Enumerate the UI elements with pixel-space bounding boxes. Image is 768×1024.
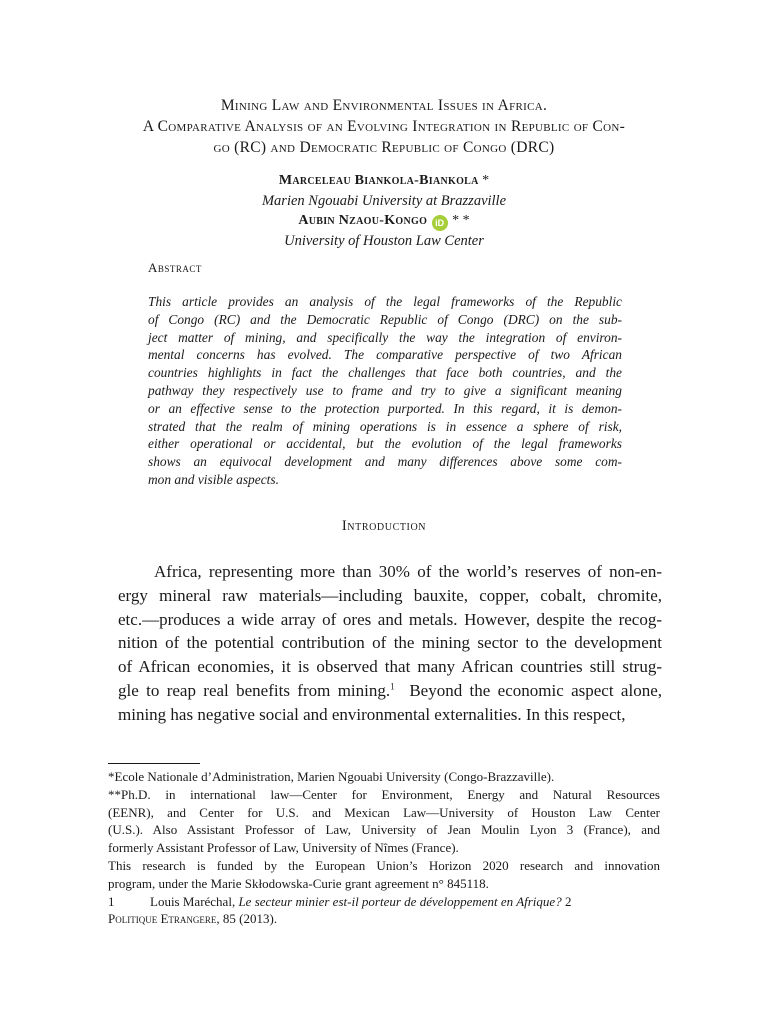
abstract-line: either operational or accidental, but the evolution of the legal frameworks [148,436,622,452]
footnote-1-cont [108,910,660,928]
footnote-1-journal: Politique Etrangere [108,911,217,927]
abstract-line: countries highlights in fact the challenges that face both countries, and the [148,365,622,381]
footnote-line: (U.S.). Also Assistant Professor of Law, University of Jean Moulin Lyon 3 (France), and [108,822,660,838]
footnote-line: formerly Assistant Professor of Law, University of Nîmes (France). [108,840,459,856]
footnote-1-number: 1 [108,893,115,909]
abstract-line: mental concerns has evolved. The comparative perspective of two African [148,347,622,363]
author-2-mark: * * [448,213,470,228]
author-1-name: Marceleau Biankola-Biankola [278,173,479,188]
abstract-line: pathway they respectively use to frame and try to give a significant meaning [148,382,622,398]
title-line-2: A Comparative Analysis of an Evolving Integration in Republic of Con- [142,118,626,135]
author-1-affiliation: Marien Ngouabi University at Brazzaville [261,193,507,209]
author-2-affiliation: University of Houston Law Center [284,233,484,249]
footnote-1-citation: , 85 (2013). [216,911,278,927]
author-1 [100,171,668,191]
author-1-mark: * [478,173,490,188]
intro-line: mining has negative social and environmental externalities. In this respect, [118,704,626,724]
abstract-line: ject matter of mining, and specifically the way the integration of environ- [148,329,622,345]
article-title [100,95,668,158]
intro-line: nition of the potential contribution of the mining sector to the development [118,633,662,653]
intro-line: ergy mineral raw materials—including bauxite, copper, cobalt, chromite, [118,585,662,605]
orcid-icon[interactable]: iD [432,215,448,231]
abstract-line: of Congo (RC) and the Democratic Republic of Congo (DRC) on the sub- [148,311,622,327]
intro-line: Africa, representing more than 30% of the world’s reserves of non-en- [154,562,662,581]
footnote-1 [108,893,660,911]
footnote-line: (EENR), and Center for U.S. and Mexican Law—University of Houston Law Center [108,804,660,820]
abstract-line: or an effective sense to the protection purported. In this regard, it is demon- [148,400,622,416]
intro-line: of African economies, it is observed that many African countries still strug- [118,657,662,677]
intro-line: etc.—produces a wide array of ores and metals. However, despite the recog- [118,609,662,629]
abstract-body [148,293,622,489]
author-block [100,171,668,251]
abstract-line: strated that the realm of mining operations is in essence a sphere of risk, [148,418,622,434]
footnotes [108,768,660,928]
footnote-line: program, under the Marie Skłodowska-Curie grant agreement n° 845118. [108,875,489,891]
title-line-3: go (RC) and Democratic Republic of Congo (DRC) [213,139,555,156]
introduction-heading: Introduction [341,518,427,534]
intro-line-tail: Beyond the economic aspect alone, [394,680,662,700]
footnote-line: This research is funded by the European Union’s Horizon 2020 research and innovation [108,857,660,873]
intro-line-text: gle to reap real benefits from mining. [118,680,391,700]
footnote-1-author: Louis Maréchal, [150,893,239,909]
author-2-name: Aubin Nzaou-Kongo [298,213,428,228]
abstract-line: This article provides an analysis of the legal frameworks of the Republic [148,294,622,309]
abstract-line: mon and visible aspects. [148,471,279,487]
introduction-body [118,560,662,727]
footnote-divider [108,763,200,764]
title-line-1: Mining Law and Environmental Issues in Africa. [220,97,548,114]
author-2 [100,211,668,231]
footnote-ref-1[interactable]: 1 [390,681,395,692]
footnote-1-volume: 2 [561,893,572,909]
abstract-line: shows an equivocal development and many differences above some com- [148,454,622,470]
footnote-line: **Ph.D. in international law—Center for Environment, Energy and Natural Resources [108,786,660,802]
abstract-heading: Abstract [148,260,202,275]
footnote-1-work: Le secteur minier est-il porteur de développement en Afrique? [238,893,562,909]
intro-line [118,679,662,703]
footnote-line: *Ecole Nationale d’Administration, Marien Ngouabi University (Congo-Brazzaville). [108,769,555,784]
